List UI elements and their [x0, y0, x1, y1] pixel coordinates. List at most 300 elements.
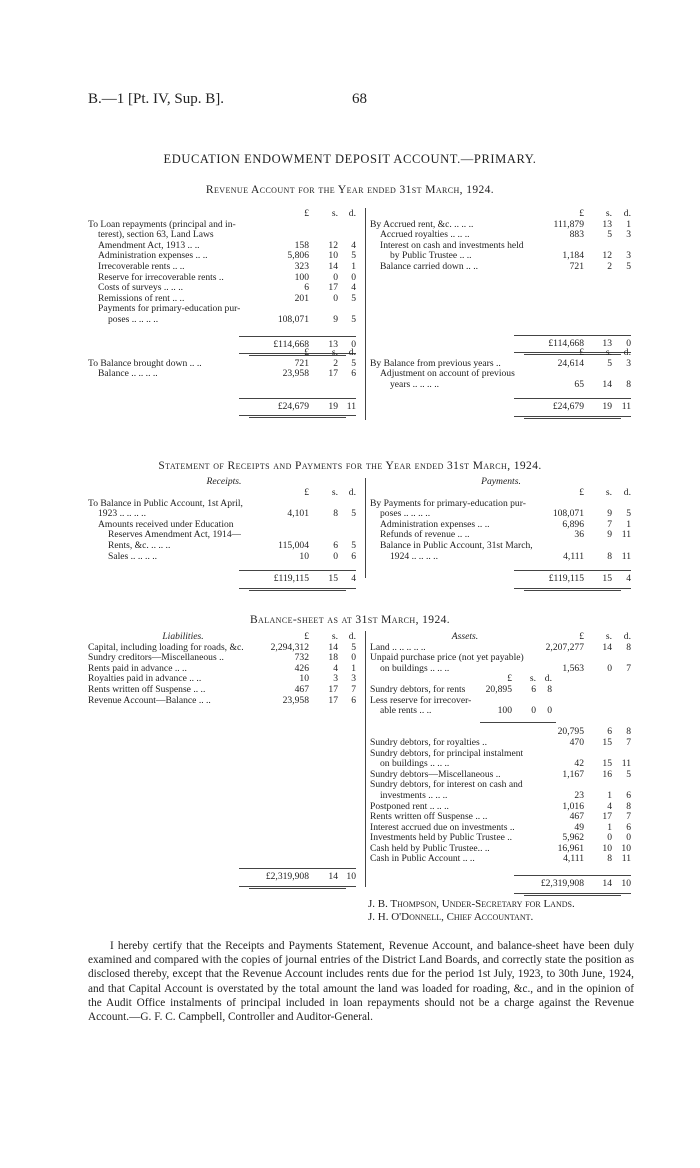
- total-rule-top: [514, 335, 631, 336]
- amount-pounds: 6,896: [562, 518, 584, 530]
- amount-pounds: 65: [574, 378, 584, 390]
- amount-pounds: 4,111: [563, 853, 584, 865]
- total-row: [88, 574, 360, 585]
- amount-pence: d.: [348, 208, 356, 219]
- amount-shillings: 9: [607, 529, 612, 541]
- total-rule-top: [514, 875, 631, 876]
- total-rule-bottom-double: [249, 590, 346, 591]
- revenue-balance-debit: [88, 348, 360, 412]
- column-heading-row: [370, 488, 632, 499]
- amount-shillings: s.: [331, 208, 338, 219]
- amount-shillings: 14: [602, 878, 612, 890]
- amount-pence: 6: [626, 789, 631, 801]
- amount-pence: 5: [351, 313, 356, 325]
- amount-pence: 11: [346, 400, 356, 412]
- amount-pence: 11: [621, 550, 631, 562]
- amount-shillings: 6: [333, 539, 338, 551]
- amount-pounds: £: [304, 208, 309, 219]
- amount-pence: 4: [351, 573, 356, 585]
- line-item: [370, 802, 632, 813]
- column-heading-row: [370, 209, 632, 220]
- amount-pence: 0: [626, 832, 631, 844]
- line-item-label: Sundry debtors, for interest on cash and: [370, 780, 523, 791]
- amount-pence: 10: [621, 878, 631, 890]
- amount-pounds: 470: [569, 736, 584, 748]
- amount-shillings: 8: [333, 508, 338, 520]
- amount-pence: 4: [626, 573, 631, 585]
- line-item-label: poses .. .. .. ..: [380, 509, 431, 520]
- amount-pounds: 323: [294, 260, 309, 272]
- line-item-label: Less reserve for irrecover-: [370, 695, 472, 706]
- line-item-label: Revenue Account—Balance .. ..: [88, 695, 211, 706]
- amount-shillings: 1: [607, 821, 612, 833]
- total-rule-top: [239, 398, 356, 399]
- line-item-label: Sundry debtors—Miscellaneous ..: [370, 769, 501, 780]
- amount-shillings: 15: [602, 758, 612, 770]
- total-rule-bottom-double: [524, 418, 621, 419]
- amount-pounds: 732: [294, 652, 309, 664]
- line-item-label: Sundry debtors, for royalties ..: [370, 737, 487, 748]
- line-item: [370, 220, 632, 231]
- line-item: [88, 653, 360, 664]
- amount-pence: 1: [351, 260, 356, 272]
- amount-pence: 0: [626, 337, 631, 349]
- line-item-label: Sundry debtors, for principal instalment: [370, 748, 524, 759]
- amount-shillings: 14: [328, 871, 338, 883]
- liabilities-side: [88, 632, 360, 883]
- amount-pounds: 23: [574, 789, 584, 801]
- line-item-label: 1924 .. .. .. ..: [390, 551, 438, 562]
- line-item-label: Investments held by Public Trustee ..: [370, 833, 513, 844]
- line-item: [370, 380, 632, 391]
- amount-pounds: 721: [294, 357, 309, 369]
- line-item: [88, 359, 360, 370]
- revenue-credit-side: [370, 209, 632, 349]
- line-item-label: Rents written off Suspense .. ..: [88, 684, 206, 695]
- amount-pounds: 1,016: [562, 800, 584, 812]
- line-item: [370, 770, 632, 781]
- amount-shillings: 4: [333, 662, 338, 674]
- line-item: [88, 674, 360, 685]
- line-item: [88, 499, 360, 510]
- amount-pounds: 36: [574, 529, 584, 541]
- line-item-label: terest), section 63, Land Laws: [98, 230, 214, 241]
- total-rule-bottom: [514, 588, 631, 589]
- total-rule-top: [239, 570, 356, 571]
- line-item: [88, 520, 360, 531]
- line-item: [88, 664, 360, 675]
- amount-shillings: s.: [605, 631, 612, 642]
- total-rule-bottom-double: [249, 888, 346, 889]
- line-item-label: Reserve for irrecoverable rents ..: [98, 272, 224, 283]
- line-item: [370, 230, 632, 241]
- line-item-label: To Balance in Public Account, 1st April,: [88, 498, 243, 509]
- amount-pounds: £114,668: [273, 338, 309, 350]
- line-item-label: Balance carried down .. ..: [380, 261, 479, 272]
- total-rule-top: [514, 570, 631, 571]
- amount-shillings: 15: [602, 736, 612, 748]
- line-item-label: Amendment Act, 1913 .. ..: [98, 240, 200, 251]
- amount-pounds: 10: [299, 673, 309, 685]
- amount-shillings: 14: [328, 641, 338, 653]
- amount-pounds: £: [579, 208, 584, 219]
- amount-pounds: 20,795: [557, 726, 584, 738]
- line-item-label: Postponed rent .. .. ..: [370, 801, 449, 812]
- amount-pounds: 201: [294, 292, 309, 304]
- amount-pence: 5: [351, 292, 356, 304]
- line-item-label: Land .. .. .. .. ..: [370, 642, 426, 653]
- line-item-label: Rents written off Suspense .. ..: [370, 812, 488, 823]
- line-item: [88, 251, 360, 262]
- amount-pence: 6: [351, 368, 356, 380]
- line-item-label: Refunds of revenue .. ..: [380, 530, 470, 541]
- amount-pence: 6: [626, 821, 631, 833]
- amount-pence: 3: [626, 250, 631, 262]
- line-item-label: poses .. .. .. ..: [108, 314, 159, 325]
- column-heading-row: [88, 209, 360, 220]
- line-item-label: Irrecoverable rents .. ..: [98, 261, 185, 272]
- column-heading-row: [88, 488, 360, 499]
- amount-pounds: 42: [574, 758, 584, 770]
- line-item: [88, 283, 360, 294]
- amount-pounds: 20,895: [485, 683, 512, 695]
- amount-pence: 5: [626, 260, 631, 272]
- line-item: [88, 304, 360, 315]
- amount-pence: 7: [626, 662, 631, 674]
- amount-pounds: 4,101: [287, 508, 309, 520]
- amount-pence: 8: [626, 800, 631, 812]
- line-item: [370, 685, 632, 696]
- amount-shillings: 10: [328, 250, 338, 262]
- amount-pounds: 1,167: [562, 768, 584, 780]
- amount-shillings: 0: [607, 662, 612, 674]
- amount-shillings: 2: [333, 357, 338, 369]
- amount-pounds: £119,115: [273, 573, 309, 585]
- amount-pence: d.: [623, 208, 631, 219]
- line-item: [88, 696, 360, 707]
- amount-pounds: £2,319,908: [540, 878, 584, 890]
- total-rule-bottom: [239, 588, 356, 589]
- amount-shillings: s.: [605, 487, 612, 498]
- amount-pence: 8: [626, 726, 631, 738]
- line-item: [88, 262, 360, 273]
- amount-pounds: 1,184: [562, 250, 584, 262]
- line-item: [88, 369, 360, 380]
- line-item: [88, 230, 360, 241]
- line-item-label: Sundry debtors, for rents: [370, 684, 466, 695]
- total-row: [88, 402, 360, 413]
- amount-pounds: 108,071: [552, 508, 584, 520]
- amount-shillings: 16: [602, 768, 612, 780]
- amount-shillings: 17: [328, 282, 338, 294]
- line-item-label: investments .. .. ..: [380, 790, 448, 801]
- amount-pence: d.: [623, 631, 631, 642]
- amount-pence: d.: [623, 347, 631, 358]
- amount-pounds: 6: [304, 282, 309, 294]
- line-item-label: Sundry creditors—Miscellaneous ..: [88, 653, 224, 664]
- line-item: [88, 220, 360, 231]
- total-rule-top: [514, 398, 631, 399]
- amount-pounds: 115,004: [278, 539, 309, 551]
- amount-shillings: 5: [607, 357, 612, 369]
- total-rule-bottom: [514, 893, 631, 894]
- amount-pence: 0: [547, 705, 552, 717]
- amount-pounds: 883: [569, 229, 584, 241]
- line-item: [370, 738, 632, 749]
- amount-shillings: 19: [602, 401, 612, 413]
- line-item: [370, 499, 632, 510]
- line-item-label: by Public Trustee .. ..: [390, 251, 472, 262]
- amount-pence: 11: [621, 529, 631, 541]
- amount-pounds: £24,679: [552, 401, 584, 413]
- line-item: [370, 369, 632, 380]
- amount-pence: 1: [626, 218, 631, 230]
- amount-pounds: £: [579, 631, 584, 642]
- amount-pence: d.: [544, 673, 552, 685]
- line-item-label: Administration expenses .. ..: [98, 251, 208, 262]
- line-item: [370, 844, 632, 855]
- line-item: [88, 643, 360, 654]
- amount-shillings: 13: [328, 338, 338, 350]
- amount-pence: 7: [351, 683, 356, 695]
- revenue-debit-side: [88, 209, 360, 350]
- line-item: [370, 509, 632, 520]
- amount-pence: 10: [346, 871, 356, 883]
- amount-pence: 8: [547, 683, 552, 695]
- column-heading-row: [88, 348, 360, 359]
- amount-pounds: 158: [294, 239, 309, 251]
- line-item-label: Capital, including loading for roads, &c.: [88, 642, 244, 653]
- amount-pence: d.: [348, 487, 356, 498]
- amount-shillings: 19: [328, 400, 338, 412]
- assets-side: [370, 632, 632, 890]
- amount-pounds: 5,806: [287, 250, 309, 262]
- amount-pence: 0: [351, 338, 356, 350]
- total-row: [88, 872, 360, 883]
- amount-pounds: 426: [294, 662, 309, 674]
- line-item-label: years .. .. .. ..: [390, 379, 440, 390]
- line-item: [370, 706, 632, 717]
- amount-shillings: 18: [328, 652, 338, 664]
- amount-shillings: 13: [602, 218, 612, 230]
- amount-pence: 7: [626, 811, 631, 823]
- amount-pence: 8: [626, 641, 631, 653]
- total-rule-bottom-double: [524, 895, 621, 896]
- amount-pence: 11: [621, 758, 631, 770]
- amount-pounds: £: [507, 673, 512, 685]
- amount-pence: 11: [621, 401, 631, 413]
- line-item: [370, 833, 632, 844]
- amount-pounds: £: [304, 631, 309, 642]
- line-item-label: Cash held by Public Trustee.. ..: [370, 843, 490, 854]
- amount-pounds: £: [579, 487, 584, 498]
- line-item-label: By Balance from previous years ..: [370, 358, 501, 369]
- amount-pounds: 24,614: [557, 357, 584, 369]
- amount-pence: 10: [621, 842, 631, 854]
- line-item: [370, 812, 632, 823]
- amount-pence: 0: [351, 652, 356, 664]
- receipts-caption: Receipts.: [206, 476, 242, 487]
- amount-pence: 6: [351, 694, 356, 706]
- amount-shillings: s.: [331, 347, 338, 358]
- total-rule-bottom: [239, 886, 356, 887]
- line-item-label: By Payments for primary-education pur-: [370, 498, 526, 509]
- amount-shillings: 2: [607, 260, 612, 272]
- amount-shillings: 17: [328, 368, 338, 380]
- line-item-label: By Accrued rent, &c. .. .. ..: [370, 219, 474, 230]
- amount-shillings: 9: [607, 508, 612, 520]
- amount-shillings: 12: [602, 250, 612, 262]
- balance-divider: [365, 631, 366, 887]
- line-item-label: Rents paid in advance .. ..: [88, 663, 187, 674]
- line-item: [370, 541, 632, 552]
- line-item: [370, 241, 632, 252]
- payments-caption: Payments.: [481, 476, 521, 487]
- amount-pence: 11: [621, 853, 631, 865]
- line-item: [370, 759, 632, 770]
- amount-shillings: 1: [607, 789, 612, 801]
- line-item-label: Royalties paid in advance .. ..: [88, 674, 202, 685]
- amount-pounds: £: [304, 347, 309, 358]
- page-reference: B.—1 [Pt. IV, Sup. B].: [88, 91, 224, 107]
- amount-shillings: 8: [607, 853, 612, 865]
- amount-shillings: 0: [333, 271, 338, 283]
- line-item: [370, 854, 632, 865]
- line-item: [370, 727, 632, 738]
- amount-pounds: £114,668: [548, 337, 584, 349]
- signature-chief-accountant: J. H. O'Donnell, Chief Accountant.: [368, 911, 534, 923]
- line-item-label: 1923 .. .. .. ..: [98, 509, 146, 520]
- line-item-label: Interest accrued due on investments ..: [370, 822, 515, 833]
- line-item-label: on buildings .. .. ..: [380, 759, 450, 770]
- amount-pounds: 2,207,277: [545, 641, 584, 653]
- amount-pounds: 23,958: [282, 368, 309, 380]
- line-item: [88, 294, 360, 305]
- line-item-label: Amounts received under Education: [98, 519, 234, 530]
- amount-shillings: 14: [602, 641, 612, 653]
- amount-shillings: 17: [328, 683, 338, 695]
- line-item-label: Rents, &c. .. .. ..: [108, 540, 171, 551]
- amount-pence: 5: [351, 641, 356, 653]
- liabilities-caption: Liabilities.: [162, 631, 204, 642]
- amount-shillings: 0: [607, 832, 612, 844]
- line-item: [370, 520, 632, 531]
- amount-pence: 4: [351, 239, 356, 251]
- subtotal-rule-row: [370, 717, 632, 728]
- amount-pounds: 1,563: [562, 662, 584, 674]
- total-row: [370, 879, 632, 890]
- line-item: [88, 509, 360, 520]
- amount-shillings: 6: [607, 726, 612, 738]
- amount-pounds: 721: [569, 260, 584, 272]
- line-item-label: Remissions of rent .. ..: [98, 293, 185, 304]
- line-item-label: Reserves Amendment Act, 1914—: [108, 530, 242, 541]
- line-item-label: on buildings .. .. ..: [380, 663, 450, 674]
- amount-shillings: 3: [333, 673, 338, 685]
- amount-pounds: 100: [497, 705, 512, 717]
- column-heading-row: [370, 632, 632, 643]
- line-item: [88, 552, 360, 563]
- line-item: [88, 530, 360, 541]
- line-item: [88, 273, 360, 284]
- line-item: [370, 823, 632, 834]
- line-item: [370, 780, 632, 791]
- amount-pounds: 23,958: [282, 694, 309, 706]
- amount-pence: 5: [351, 539, 356, 551]
- document-title: EDUCATION ENDOWMENT DEPOSIT ACCOUNT.—PRIMARY.: [163, 152, 537, 166]
- amount-pounds: 10: [299, 550, 309, 562]
- amount-pence: 3: [626, 229, 631, 241]
- amount-shillings: 15: [602, 573, 612, 585]
- total-rule-bottom-double: [249, 417, 346, 418]
- amount-shillings: 0: [333, 550, 338, 562]
- total-rule-top: [239, 868, 356, 869]
- amount-pence: d.: [348, 347, 356, 358]
- amount-pounds: £2,319,908: [265, 871, 309, 883]
- amount-pence: 5: [626, 508, 631, 520]
- line-item: [370, 791, 632, 802]
- line-item: [370, 664, 632, 675]
- amount-pence: 1: [626, 518, 631, 530]
- amount-pounds: 4,111: [563, 550, 584, 562]
- revenue-divider: [365, 208, 366, 420]
- receipts-divider: [365, 478, 366, 578]
- amount-shillings: 5: [607, 229, 612, 241]
- payments-side: [370, 488, 632, 585]
- line-item: [370, 643, 632, 654]
- line-item-label: Accrued royalties .. .. ..: [380, 230, 470, 241]
- amount-pence: 5: [351, 508, 356, 520]
- amount-shillings: 14: [328, 260, 338, 272]
- amount-shillings: 9: [333, 313, 338, 325]
- amount-pounds: 2,294,312: [270, 641, 309, 653]
- amount-shillings: 0: [531, 705, 536, 717]
- line-item-label: Balance .. .. .. ..: [98, 369, 158, 380]
- total-row: [370, 402, 632, 413]
- amount-pounds: 49: [574, 821, 584, 833]
- line-item-label: Adjustment on account of previous: [380, 369, 515, 380]
- receipts-payments-title: Statement of Receipts and Payments for the Year ended 31st March, 1924.: [158, 460, 542, 472]
- page-number: 68: [352, 91, 367, 107]
- line-item: [88, 541, 360, 552]
- amount-shillings: 4: [607, 800, 612, 812]
- amount-shillings: 13: [602, 337, 612, 349]
- amount-shillings: 12: [328, 239, 338, 251]
- line-item-label: Interest on cash and investments held: [380, 240, 524, 251]
- total-rule-bottom: [514, 416, 631, 417]
- receipts-side: [88, 488, 360, 585]
- amount-shillings: 15: [328, 573, 338, 585]
- amount-pounds: 111,879: [553, 218, 584, 230]
- amount-shillings: s.: [331, 631, 338, 642]
- audit-certificate: I hereby certify that the Receipts and Payments Statement, Revenue Account, and balance-sheet have been duly examined and compared with the copies of journal entries of the District Land Boards, and correctly state the position as disclosed thereby, except that the Revenue Account includes rents due for the period 1st July, 1923, to 30th June, 1924, and that Capital Account is overstated by the total amount the land was loaded for roading, &c., and in the opinion of the Audit Office instalments of principal included in loan repayments should not be a charge against the Revenue Account.—G. F. C. Campbell, Controller and Auditor-General.: [88, 940, 634, 1024]
- line-item: [370, 653, 632, 664]
- line-item-label: Unpaid purchase price (not yet payable): [370, 653, 524, 664]
- line-item-label: Costs of surveys .. .. ..: [98, 283, 184, 294]
- line-item: [88, 685, 360, 696]
- amount-shillings: 6: [531, 683, 536, 695]
- line-item-label: Payments for primary-education pur-: [98, 304, 241, 315]
- amount-pence: d.: [348, 631, 356, 642]
- amount-shillings: 14: [602, 378, 612, 390]
- amount-pounds: 16,961: [557, 842, 584, 854]
- amount-shillings: 8: [607, 550, 612, 562]
- line-item-label: Balance in Public Account, 31st March,: [380, 540, 533, 551]
- column-heading-row: [88, 632, 360, 643]
- line-item-label: To Balance brought down .. ..: [88, 358, 202, 369]
- total-row: [370, 574, 632, 585]
- revenue-account-title: Revenue Account for the Year ended 31st March, 1924.: [205, 184, 495, 196]
